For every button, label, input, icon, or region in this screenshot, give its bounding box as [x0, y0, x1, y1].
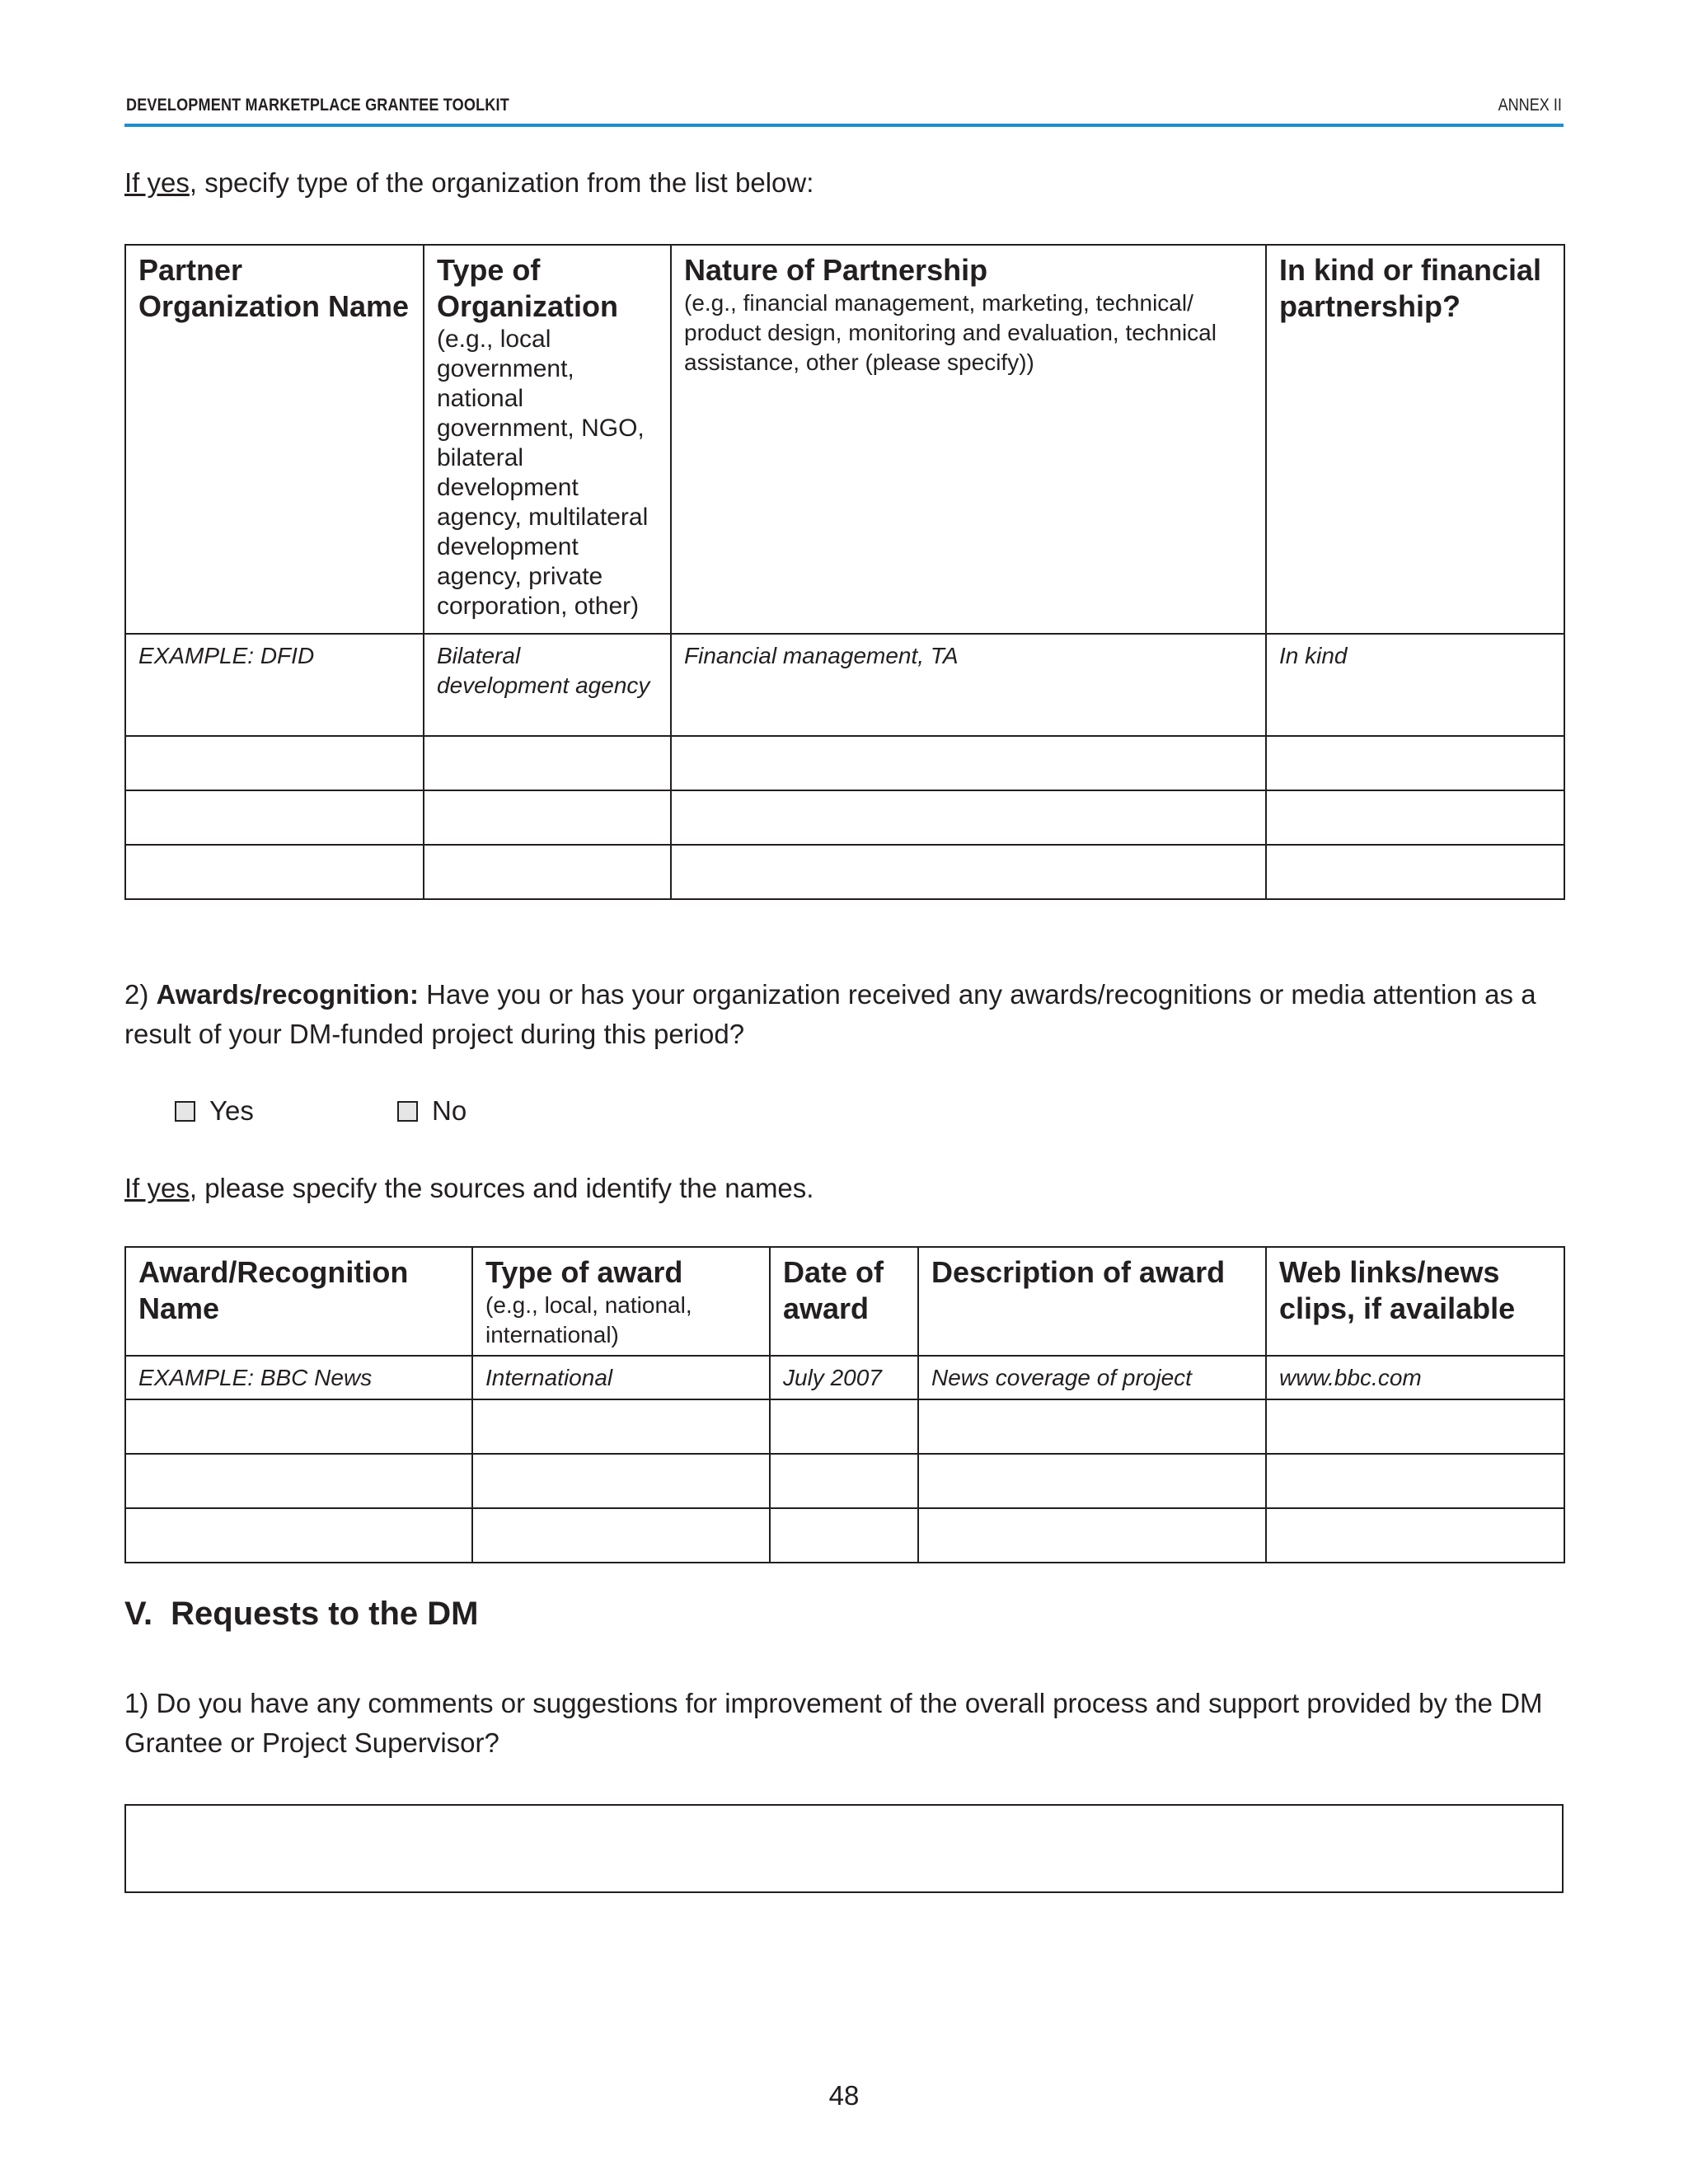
document-page — [124, 0, 1564, 2184]
award-date-cell[interactable] — [770, 1399, 918, 1454]
header-award-description: Description of award — [918, 1247, 1266, 1356]
header-award-type: Type of award (e.g., local, national, international) — [472, 1247, 770, 1356]
section-title: Requests to the DM — [171, 1596, 479, 1632]
comments-question: 1) Do you have any comments or suggestions for improvement of the overall process and support provided by the DM Grantee or Project Supervisor? — [124, 1688, 1543, 1758]
award-date-cell[interactable] — [770, 1454, 918, 1508]
partner-table — [124, 244, 1565, 900]
running-header — [124, 96, 1564, 127]
example-award-date: July 2007 — [770, 1356, 918, 1399]
awards-empty-row — [125, 1399, 1564, 1454]
header-kind-financial: In kind or financial partnership? — [1266, 245, 1564, 634]
awards-question-number: 2) — [124, 979, 149, 1010]
awards-question-text: Have you or has your organization received any awards/recognitions or media attention as a result of your DM-funded project during this period? — [124, 979, 1536, 1049]
web-link-cell[interactable] — [1266, 1508, 1564, 1563]
partner-empty-row — [125, 736, 1564, 790]
awards-question — [124, 975, 1564, 1054]
org-type-cell[interactable] — [424, 736, 671, 790]
if-yes-label: If yes — [124, 167, 190, 198]
example-partnership-nature: Financial management, TA — [671, 634, 1266, 736]
example-partner-name: EXAMPLE: DFID — [125, 634, 424, 736]
partner-name-cell[interactable] — [125, 736, 424, 790]
header-award-date: Date of award — [770, 1247, 918, 1356]
partnership-nature-cell[interactable] — [671, 790, 1266, 845]
header-partner-name: Partner Organization Name — [125, 245, 424, 634]
award-name-cell[interactable] — [125, 1399, 472, 1454]
yes-label: Yes — [209, 1095, 254, 1126]
awards-intro — [124, 1169, 1564, 1208]
partner-name-cell[interactable] — [125, 790, 424, 845]
award-description-cell[interactable] — [918, 1399, 1266, 1454]
awards-options — [124, 1091, 1564, 1131]
no-label: No — [432, 1095, 467, 1126]
comments-answer-box[interactable] — [124, 1804, 1564, 1893]
award-name-cell[interactable] — [125, 1454, 472, 1508]
if-yes-label: If yes — [124, 1173, 190, 1203]
partner-intro-text: , specify type of the organization from the list below: — [189, 167, 814, 198]
example-award-description: News coverage of project — [918, 1356, 1266, 1399]
web-link-cell[interactable] — [1266, 1399, 1564, 1454]
awards-question-label: Awards/recognition: — [156, 979, 419, 1010]
org-type-cell[interactable] — [424, 845, 671, 899]
awards-empty-row — [125, 1454, 1564, 1508]
partner-intro — [124, 163, 1564, 203]
example-award-type: International — [472, 1356, 770, 1399]
awards-table — [124, 1246, 1565, 1563]
section-heading — [124, 1591, 478, 1637]
no-option[interactable] — [397, 1091, 467, 1131]
awards-example-row — [125, 1356, 1564, 1399]
example-org-type: Bilateral development agency — [424, 634, 671, 736]
partnership-nature-cell[interactable] — [671, 845, 1266, 899]
award-type-cell[interactable] — [472, 1454, 770, 1508]
partner-header-row — [125, 245, 1564, 634]
page-number: 48 — [828, 2080, 860, 2111]
partnership-nature-cell[interactable] — [671, 736, 1266, 790]
awards-empty-row — [125, 1508, 1564, 1563]
kind-financial-cell[interactable] — [1266, 845, 1564, 899]
example-award-name: EXAMPLE: BBC News — [125, 1356, 472, 1399]
yes-checkbox[interactable] — [175, 1101, 195, 1122]
yes-option[interactable] — [175, 1091, 254, 1131]
section-number: V. — [124, 1596, 153, 1632]
example-kind-financial: In kind — [1266, 634, 1564, 736]
kind-financial-cell[interactable] — [1266, 790, 1564, 845]
awards-intro-text: , please specify the sources and identify the names. — [189, 1173, 814, 1203]
header-org-type: Type of Organization (e.g., local government, national government, NGO, bilateral development agency, multilateral development agency, private corporation, other) — [424, 245, 671, 634]
award-description-cell[interactable] — [918, 1508, 1266, 1563]
partner-example-row — [125, 634, 1564, 736]
kind-financial-cell[interactable] — [1266, 736, 1564, 790]
web-link-cell[interactable] — [1266, 1454, 1564, 1508]
award-date-cell[interactable] — [770, 1508, 918, 1563]
annex-label: ANNEX II — [1498, 96, 1562, 115]
award-type-cell[interactable] — [472, 1508, 770, 1563]
org-type-cell[interactable] — [424, 790, 671, 845]
award-name-cell[interactable] — [125, 1508, 472, 1563]
partner-empty-row — [125, 790, 1564, 845]
example-web-link: www.bbc.com — [1266, 1356, 1564, 1399]
header-award-name: Award/Recognition Name — [125, 1247, 472, 1356]
header-web-links: Web links/news clips, if available — [1266, 1247, 1564, 1356]
toolkit-title: DEVELOPMENT MARKETPLACE GRANTEE TOOLKIT — [126, 96, 509, 115]
no-checkbox[interactable] — [397, 1101, 418, 1122]
award-type-cell[interactable] — [472, 1399, 770, 1454]
awards-header-row — [125, 1247, 1564, 1356]
award-description-cell[interactable] — [918, 1454, 1266, 1508]
partner-name-cell[interactable] — [125, 845, 424, 899]
header-partnership-nature: Nature of Partnership (e.g., financial management, marketing, technical/ product design, monitoring and evaluation, technical assistance, other (please specify)) — [671, 245, 1266, 634]
partner-empty-row — [125, 845, 1564, 899]
